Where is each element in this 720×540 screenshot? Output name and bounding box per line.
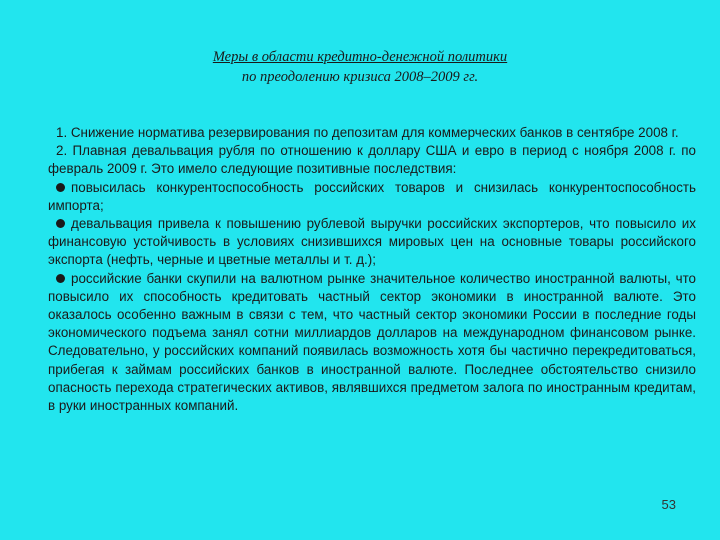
numbered-paragraph-2 bbox=[48, 142, 696, 178]
bullet-paragraph-3 bbox=[48, 270, 696, 416]
bullet-icon bbox=[56, 219, 65, 228]
page-number: 53 bbox=[661, 497, 676, 512]
paragraph-text: российские банки скупили на валютном рынке значительное количество иностранной валюты, что повысило их способность кредитовать частный сектор экономики в иностранной валюте. Это оказалось особенно важным в связи с тем, что частный сектор экономики России в последние годы экономического подъема занял сотни миллиардов долларов на международном финансовом рынке. Следовательно, у российских компаний появилась возможность хотя бы частично перекредитоваться, прибегая к займам российских банков в иностранной валюте. Последнее обстоятельство снизило опасность перехода стратегических активов, являвшихся предметом залога по иностранным кредитам, в руки иностранных компаний. bbox=[48, 270, 696, 414]
bullet-icon bbox=[56, 274, 65, 283]
paragraph-text: 2. Плавная девальвация рубля по отношению к доллару США и евро в период с ноября 2008 г. по февраль 2009 г. Это имело следующие позитивные последствия: bbox=[48, 143, 696, 177]
bullet-icon bbox=[56, 183, 65, 192]
title-line-1: Меры в области кредитно-денежной политики bbox=[212, 49, 508, 65]
paragraph-text: 1. Снижение норматива резервирования по депозитам для коммерческих банков в сентябре 2008 г. bbox=[56, 125, 679, 140]
slide-title bbox=[0, 47, 720, 87]
paragraph-text: повысилась конкурентоспособность российских товаров и снизилась конкурентоспособность импорта; bbox=[48, 179, 696, 213]
paragraph-text: девальвация привела к повышению рублевой выручки российских экспортеров, что повысило их финансовую устойчивость в условиях снизившихся мировых цен на основные товары российского экспорта (нефть, черные и цветные металлы и т. д.); bbox=[48, 216, 696, 268]
bullet-paragraph-2 bbox=[48, 215, 696, 270]
bullet-paragraph-1 bbox=[48, 179, 696, 215]
numbered-paragraph-1 bbox=[48, 124, 696, 142]
slide-body bbox=[48, 124, 696, 415]
title-line-2: по преодолению кризиса 2008–2009 гг. bbox=[241, 69, 479, 85]
